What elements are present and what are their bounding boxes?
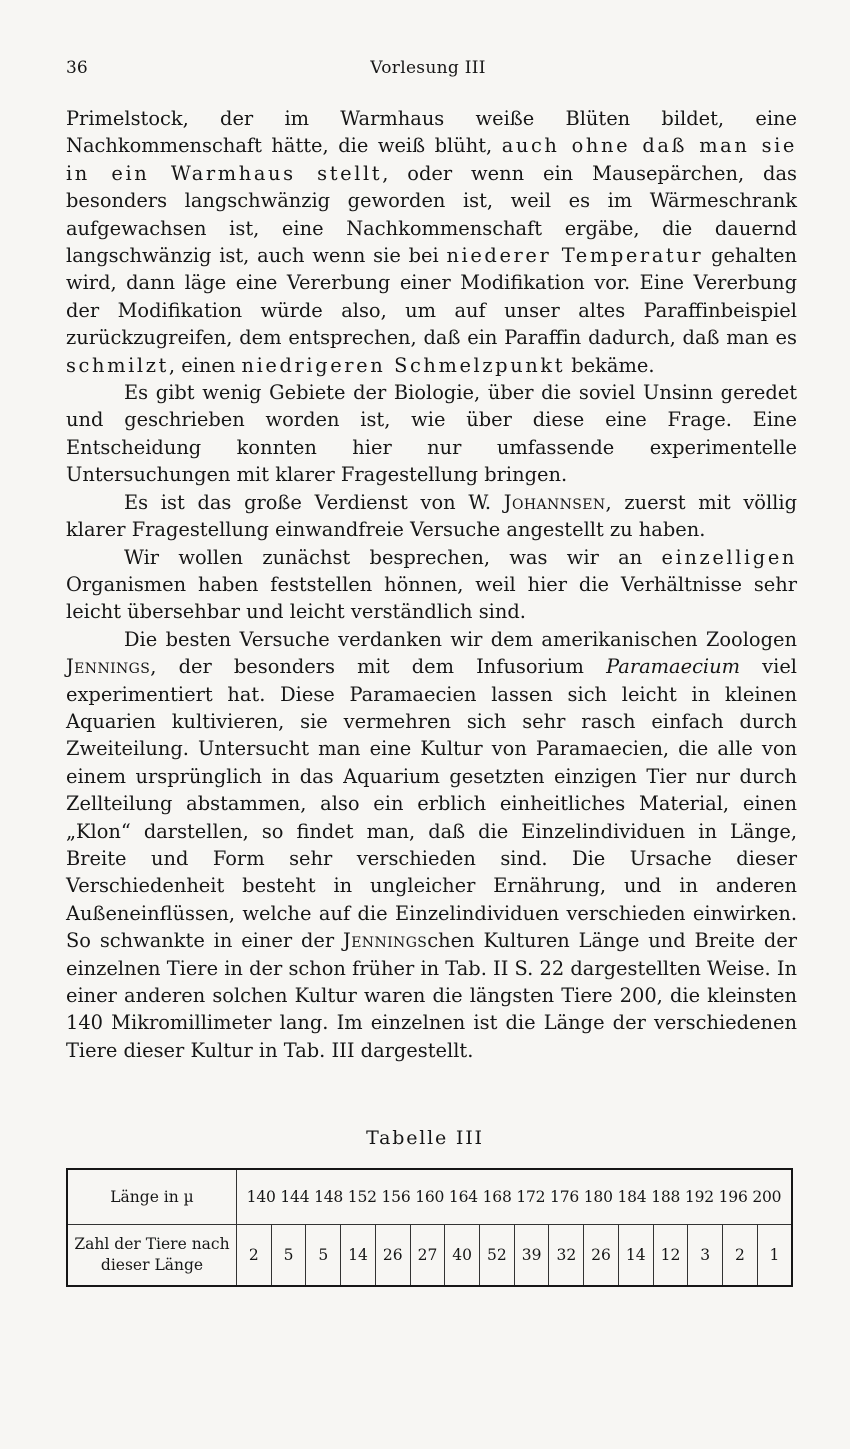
spaced-text: schmilzt: [66, 353, 169, 377]
count-cell: 27: [410, 1225, 445, 1287]
spaced-text: niederer Temperatur: [446, 244, 704, 268]
count-cell: 52: [480, 1225, 515, 1287]
count-cell: 2: [237, 1225, 272, 1287]
paragraph-5: Die besten Versuche verdanken wir dem amerikanischen Zoologen Jennings, der besonders mit dem Infusorium Paramaecium viel experimentiert hat. Diese Paramaecien lassen sich leicht in kleinen Aquarien kultivieren, sie vermehren sich sehr rasch einfach durch Zweiteilung. Untersucht man eine Kultur von Paramaecien, die alle von einem ursprünglich in das Aquarium gesetzten einzigen Tier nur durch Zellteilung abstammen, also ein erblich einheitliches Material, einen „Klon“ darstellen, so findet man, daß die Einzelindividuen in Länge, Breite und Form sehr verschieden sind. Die Ursache dieser Verschiedenheit besteht in ungleicher Ernährung, und in anderen Außeneinflüssen, welche auf die Einzelindividuen verschieden einwirken. So schwankte in einer der Jenningschen Kulturen Länge und Breite der einzelnen Tiere in der schon früher in Tab. II S. 22 dargestellten Weise. In einer anderen solchen Kultur waren die längsten Tiere 200, die kleinsten 140 Mikromillimeter lang. Im einzelnen ist die Länge der verschiedenen Tiere dieser Kultur in Tab. III dargestellt.: [66, 627, 798, 1062]
page-number: 36: [66, 58, 88, 78]
row-label: Länge in µ: [67, 1169, 237, 1225]
length-table: [66, 1168, 793, 1287]
table-row: [67, 1225, 792, 1287]
spaced-text: einzelligen: [661, 545, 797, 569]
count-cell: 12: [653, 1225, 688, 1287]
count-cell: 40: [445, 1225, 480, 1287]
body-text: [66, 105, 797, 1064]
count-cell: 14: [618, 1225, 653, 1287]
table-caption: Tabelle III: [366, 1127, 484, 1149]
count-cell: 32: [549, 1225, 584, 1287]
length-values: 140 144 148 152 156 160 164 168 172 176 180 184 188 192 196 200: [237, 1169, 793, 1225]
count-cell: 2: [723, 1225, 758, 1287]
count-cell: 3: [688, 1225, 723, 1287]
count-cell: 26: [375, 1225, 410, 1287]
count-cell: 5: [306, 1225, 341, 1287]
author-name: Jennings: [343, 929, 428, 953]
genus-name: Paramaecium: [606, 655, 741, 679]
paragraph-1: Primelstock, der im Warmhaus weiße Blüten bildet, eine Nachkommenschaft hätte, die weiß blüht, auch ohne daß man sie in ein Warmhaus stellt, oder wenn ein Mausepärchen, das besonders langschwänzig geworden ist, weil es im Wärmeschrank aufgewachsen ist, eine Nachkommenschaft ergäbe, die dauernd langschwänzig ist, auch wenn sie bei niederer Temperatur gehalten wird, dann läge eine Vererbung einer Modifikation vor. Eine Vererbung der Modifikation würde also, um auf unser altes Paraffinbeispiel zurückzugreifen, dem entsprechen, daß ein Paraffin dadurch, daß man es schmilzt, einen niedrigeren Schmelzpunkt bekäme.: [66, 107, 797, 377]
running-head: Vorlesung III: [370, 58, 486, 78]
count-cell: 1: [757, 1225, 792, 1287]
count-cell: 39: [514, 1225, 549, 1287]
author-name: Johannsen: [503, 490, 606, 514]
row-label: Zahl der Tiere nach dieser Länge: [67, 1225, 237, 1287]
paragraph-4: Wir wollen zunächst besprechen, was wir an einzelligen Organismen haben feststellen hönnen, weil hier die Verhältnisse sehr leicht übersehbar und leicht verständlich sind.: [66, 545, 797, 624]
spaced-text: auch ohne daß man sie in ein Warmhaus stellt: [66, 134, 797, 185]
spaced-text: niedrigeren Schmelzpunkt: [241, 353, 566, 377]
count-cell: 5: [271, 1225, 306, 1287]
paragraph-2: Es gibt wenig Gebiete der Biologie, über die soviel Unsinn geredet und geschrieben worden ist, wie über diese eine Frage. Eine Entscheidung konnten hier nur umfassende experimentelle Untersuchungen mit klarer Fragestellung bringen.: [66, 381, 797, 487]
count-cell: 26: [584, 1225, 619, 1287]
paragraph-3: Es ist das große Verdienst von W. Johannsen, zuerst mit völlig klarer Fragestellung einwandfreie Versuche angestellt zu haben.: [66, 490, 798, 542]
author-name: Jennings: [66, 655, 151, 679]
count-cell: 14: [341, 1225, 376, 1287]
table-row: [67, 1169, 792, 1225]
page-header: [66, 58, 790, 86]
